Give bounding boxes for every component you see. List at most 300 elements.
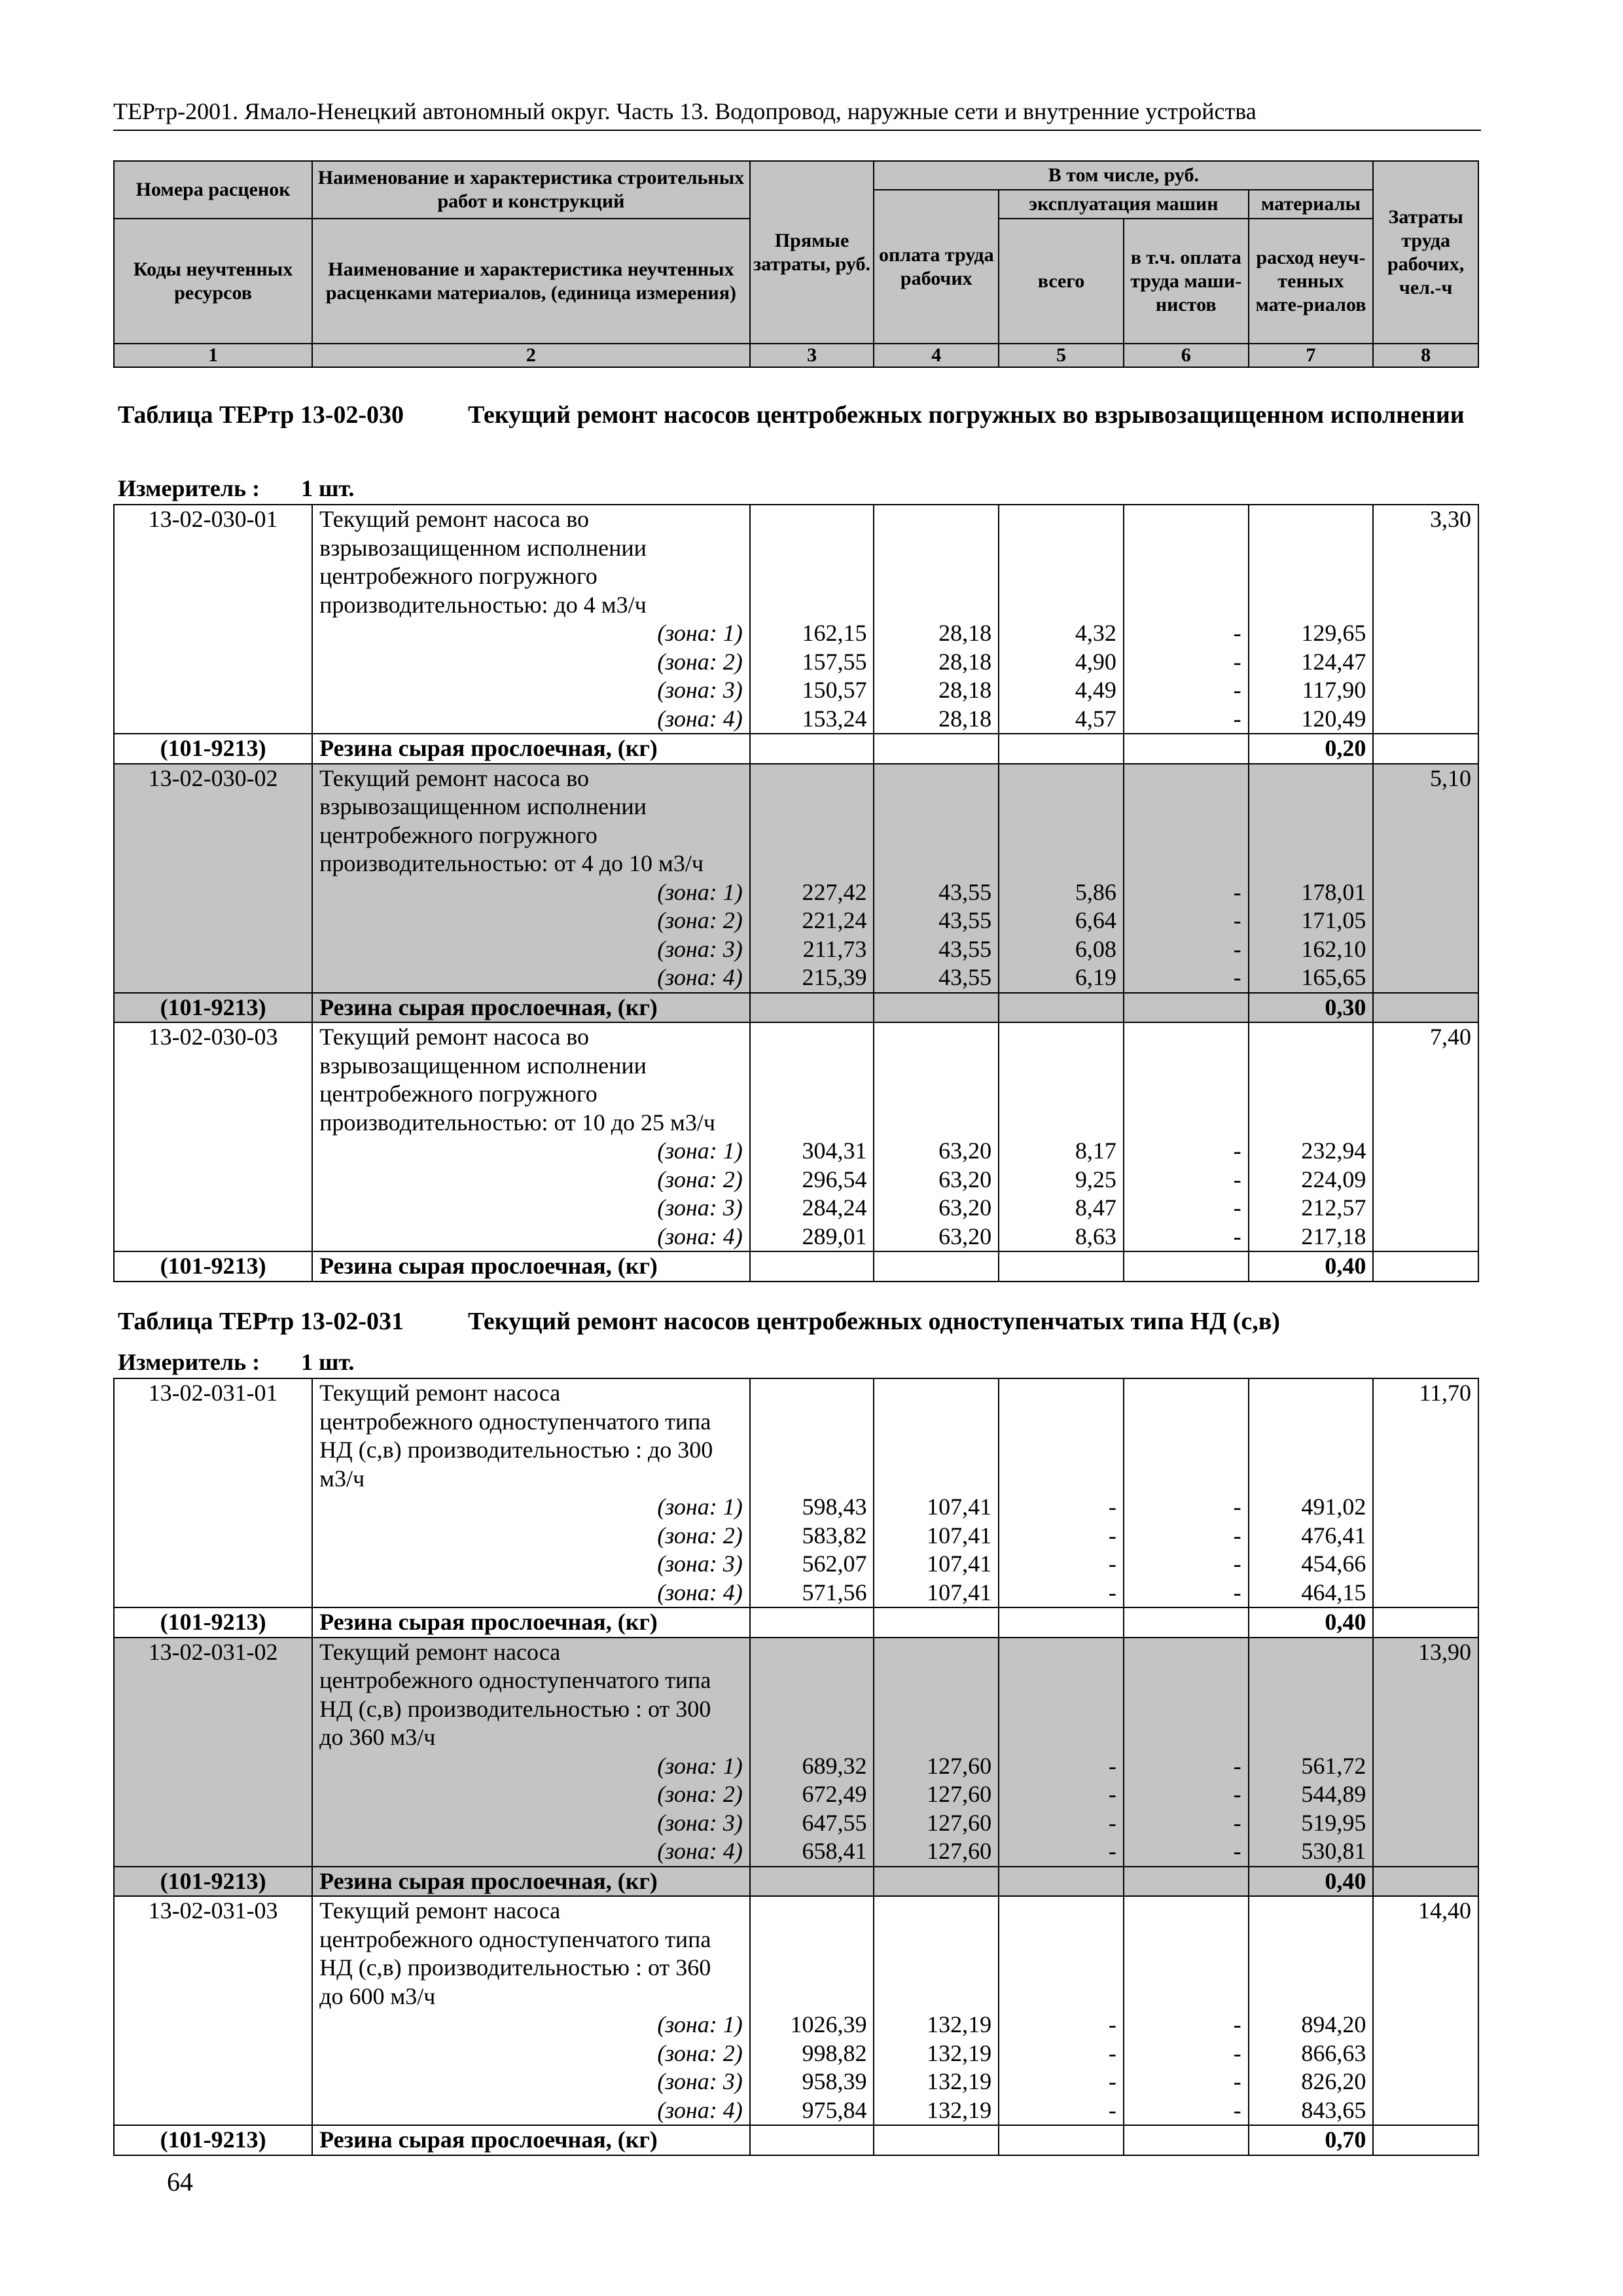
- spacer: [1256, 1379, 1366, 1493]
- empty-cell: [1373, 1251, 1478, 1282]
- materials-cost: 178,01: [1301, 878, 1366, 905]
- spacer: [757, 1379, 867, 1493]
- direct-costs-cell: [750, 1378, 874, 1607]
- labor-costs: 3,30: [1373, 505, 1478, 734]
- materials-cost: 232,94: [1301, 1138, 1366, 1164]
- direct-costs: 153,24: [802, 705, 867, 732]
- wages-cell: [874, 1378, 999, 1607]
- materials-cost: 124,47: [1301, 648, 1366, 675]
- zone-label: (зона: 2): [657, 1522, 743, 1549]
- materials-cost: 129,65: [1301, 620, 1366, 646]
- table-code: Таблица ТЕРтр 13-02-031: [118, 1308, 404, 1335]
- zone-label: (зона: 2): [657, 2039, 743, 2066]
- empty-cell: [750, 993, 874, 1023]
- machines-total: 6,19: [1075, 964, 1116, 990]
- labor-costs: 14,40: [1373, 1896, 1478, 2125]
- rate-code: 13-02-030-02: [114, 764, 312, 993]
- direct-costs-cell: [750, 1022, 874, 1251]
- header-machines: эксплуатация машин: [999, 190, 1248, 219]
- materials-cost: 476,41: [1301, 1522, 1366, 1549]
- machines-total: 4,32: [1075, 620, 1116, 646]
- machines-total-cell: [999, 505, 1124, 734]
- labor-costs: 5,10: [1373, 764, 1478, 993]
- description-line: Текущий ремонт насоса: [319, 1897, 561, 1924]
- direct-costs: 689,32: [802, 1752, 867, 1779]
- description-line: центробежного одноступенчатого типа: [319, 1408, 711, 1435]
- zone-label: (зона: 4): [657, 2096, 743, 2123]
- spacer: [1131, 1023, 1241, 1137]
- spacer: [1006, 1638, 1116, 1752]
- operators-wages-cell: [1124, 1022, 1249, 1251]
- meter-unit: 1 шт.: [301, 475, 355, 501]
- empty-cell: [874, 734, 999, 764]
- direct-costs: 211,73: [802, 935, 867, 962]
- direct-costs-cell: [750, 764, 874, 993]
- machines-total: 6,64: [1075, 907, 1116, 933]
- materials-cost-cell: [1249, 1022, 1374, 1251]
- empty-cell: [1373, 1867, 1478, 1897]
- empty-cell: [750, 1607, 874, 1638]
- wages-cell: [874, 764, 999, 993]
- meter-label: Измеритель :: [118, 475, 260, 501]
- operators-wages: -: [1233, 935, 1241, 962]
- machines-total-cell: [999, 1378, 1124, 1607]
- material-name: Резина сырая прослоечная, (кг): [312, 1607, 750, 1638]
- rate-description: [312, 1022, 750, 1251]
- rate-description: [312, 1896, 750, 2125]
- materials-cost: 530,81: [1301, 1838, 1366, 1864]
- operators-wages: -: [1233, 677, 1241, 703]
- wages: 28,18: [938, 648, 992, 675]
- zone-label: (зона: 1): [657, 1494, 743, 1520]
- header-direct-costs: Прямые затраты, руб.: [750, 161, 874, 344]
- direct-costs: 215,39: [802, 964, 867, 990]
- direct-costs: 975,84: [802, 2096, 867, 2123]
- material-code: (101-9213): [114, 1607, 312, 1638]
- operators-wages: -: [1233, 2039, 1241, 2066]
- operators-wages: -: [1233, 878, 1241, 905]
- empty-cell: [1124, 993, 1249, 1023]
- empty-cell: [874, 1251, 999, 1282]
- spacer: [1256, 1638, 1366, 1752]
- zone-label: (зона: 1): [657, 878, 743, 905]
- direct-costs: 221,24: [802, 907, 867, 933]
- column-number: 1: [114, 344, 312, 367]
- wages: 127,60: [927, 1752, 992, 1779]
- machines-total: -: [1108, 1522, 1116, 1549]
- rates-table: [113, 504, 1479, 1282]
- description-line: НД (с,в) производительностью : от 300: [319, 1695, 711, 1722]
- operators-wages: -: [1233, 1166, 1241, 1193]
- zone-label: (зона: 2): [657, 648, 743, 675]
- empty-cell: [999, 2125, 1124, 2155]
- column-number: 3: [750, 344, 874, 367]
- direct-costs: 162,15: [802, 620, 867, 646]
- wages: 43,55: [938, 907, 992, 933]
- material-quantity: 0,20: [1249, 734, 1374, 764]
- description-line: Текущий ремонт насоса во: [319, 506, 590, 532]
- operators-wages: -: [1233, 2011, 1241, 2037]
- description-line: взрывозащищенном исполнении: [319, 1052, 647, 1079]
- spacer: [1006, 1023, 1116, 1137]
- header-wages: оплата труда рабочих: [874, 190, 999, 344]
- machines-total-cell: [999, 1022, 1124, 1251]
- materials-cost: 866,63: [1301, 2039, 1366, 2066]
- materials-cost: 120,49: [1301, 705, 1366, 732]
- description-line: производительностью: до 4 м3/ч: [319, 591, 647, 618]
- wages: 43,55: [938, 878, 992, 905]
- spacer: [1131, 1897, 1241, 2011]
- direct-costs: 583,82: [802, 1522, 867, 1549]
- material-name: Резина сырая прослоечная, (кг): [312, 2125, 750, 2155]
- materials-cost: 464,15: [1301, 1579, 1366, 1605]
- direct-costs: 1026,39: [790, 2011, 867, 2037]
- spacer: [881, 764, 991, 878]
- operators-wages: -: [1233, 620, 1241, 646]
- table-name: Текущий ремонт насосов центробежных погружных во взрывозащищенном исполнении: [468, 401, 1465, 429]
- meter-line: [118, 1348, 355, 1376]
- description-line: взрывозащищенном исполнении: [319, 534, 647, 561]
- material-row: [114, 1607, 1478, 1638]
- empty-cell: [999, 1251, 1124, 1282]
- machines-total: 4,57: [1075, 705, 1116, 732]
- rate-row: [114, 1896, 1478, 2125]
- header-material-consumption: расход неуч-тенных мате-риалов: [1249, 219, 1374, 344]
- materials-cost: 224,09: [1301, 1166, 1366, 1193]
- material-name: Резина сырая прослоечная, (кг): [312, 993, 750, 1023]
- machines-total: 9,25: [1075, 1166, 1116, 1193]
- description-line: НД (с,в) производительностью : от 360: [319, 1954, 711, 1981]
- empty-cell: [750, 734, 874, 764]
- operators-wages: -: [1233, 1809, 1241, 1836]
- zone-label: (зона: 1): [657, 1138, 743, 1164]
- wages: 107,41: [927, 1522, 992, 1549]
- spacer: [1131, 1638, 1241, 1752]
- page-number: 64: [167, 2167, 193, 2197]
- materials-cost-cell: [1249, 1896, 1374, 2125]
- spacer: [1256, 764, 1366, 878]
- machines-total: -: [1108, 2096, 1116, 2123]
- column-number: 2: [312, 344, 750, 367]
- spacer: [881, 505, 991, 619]
- empty-cell: [1124, 734, 1249, 764]
- material-name: Резина сырая прослоечная, (кг): [312, 1251, 750, 1282]
- machines-total: -: [1108, 1752, 1116, 1779]
- direct-costs: 150,57: [802, 677, 867, 703]
- machines-total-cell: [999, 764, 1124, 993]
- empty-cell: [1373, 734, 1478, 764]
- wages: 63,20: [938, 1166, 992, 1193]
- direct-costs: 958,39: [802, 2068, 867, 2094]
- zone-label: (зона: 4): [657, 705, 743, 732]
- description-line: Текущий ремонт насоса во: [319, 1024, 590, 1050]
- header-rate-numbers: Номера расценок: [114, 161, 312, 219]
- machines-total: -: [1108, 1579, 1116, 1605]
- materials-cost: 165,65: [1301, 964, 1366, 990]
- material-quantity: 0,40: [1249, 1867, 1374, 1897]
- header-including: В том числе, руб.: [874, 161, 1373, 190]
- description-line: м3/ч: [319, 1465, 365, 1492]
- materials-cost-cell: [1249, 764, 1374, 993]
- material-name: Резина сырая прослоечная, (кг): [312, 734, 750, 764]
- operators-wages: -: [1233, 1194, 1241, 1221]
- empty-cell: [874, 1607, 999, 1638]
- spacer: [1131, 1379, 1241, 1493]
- materials-cost: 826,20: [1301, 2068, 1366, 2094]
- spacer: [1256, 1023, 1366, 1137]
- direct-costs: 598,43: [802, 1494, 867, 1520]
- direct-costs: 304,31: [802, 1138, 867, 1164]
- running-header: ТЕРтр-2001. Ямало-Ненецкий автономный округ. Часть 13. Водопровод, наружные сети и внутренние устройства: [113, 98, 1257, 124]
- empty-cell: [999, 734, 1124, 764]
- rate-description: [312, 1638, 750, 1867]
- materials-cost: 212,57: [1301, 1194, 1366, 1221]
- operators-wages: -: [1233, 1752, 1241, 1779]
- zone-label: (зона: 2): [657, 1166, 743, 1193]
- header-labor-costs: Затраты труда рабочих, чел.-ч: [1373, 161, 1478, 344]
- wages: 107,41: [927, 1579, 992, 1605]
- rate-row: [114, 505, 1478, 734]
- rate-description: [312, 764, 750, 993]
- rate-row: [114, 764, 1478, 993]
- wages: 127,60: [927, 1838, 992, 1864]
- material-code: (101-9213): [114, 1867, 312, 1897]
- column-number: 8: [1373, 344, 1478, 367]
- labor-costs: 7,40: [1373, 1022, 1478, 1251]
- empty-cell: [1124, 1867, 1249, 1897]
- wages: 43,55: [938, 964, 992, 990]
- machines-total: 4,49: [1075, 677, 1116, 703]
- direct-costs: 998,82: [802, 2039, 867, 2066]
- operators-wages: -: [1233, 1838, 1241, 1864]
- description-line: Текущий ремонт насоса: [319, 1638, 561, 1665]
- empty-cell: [999, 1867, 1124, 1897]
- description-line: взрывозащищенном исполнении: [319, 793, 647, 819]
- machines-total: -: [1108, 2011, 1116, 2037]
- materials-cost: 561,72: [1301, 1752, 1366, 1779]
- machines-total: -: [1108, 1551, 1116, 1577]
- spacer: [757, 1023, 867, 1137]
- rate-code: 13-02-030-03: [114, 1022, 312, 1251]
- operators-wages: -: [1233, 1223, 1241, 1249]
- materials-cost-cell: [1249, 1378, 1374, 1607]
- material-code: (101-9213): [114, 734, 312, 764]
- material-quantity: 0,40: [1249, 1607, 1374, 1638]
- direct-costs-cell: [750, 1638, 874, 1867]
- zone-label: (зона: 4): [657, 1579, 743, 1605]
- header-machines-total: всего: [999, 219, 1124, 344]
- materials-cost: 454,66: [1301, 1551, 1366, 1577]
- column-header-table: [113, 160, 1479, 368]
- material-code: (101-9213): [114, 1251, 312, 1282]
- spacer: [881, 1023, 991, 1137]
- operators-wages: -: [1233, 1138, 1241, 1164]
- description-line: до 360 м3/ч: [319, 1724, 436, 1750]
- operators-wages: -: [1233, 1781, 1241, 1807]
- zone-label: (зона: 4): [657, 1223, 743, 1249]
- empty-cell: [874, 993, 999, 1023]
- zone-label: (зона: 3): [657, 1809, 743, 1836]
- spacer: [1006, 1897, 1116, 2011]
- zone-label: (зона: 3): [657, 2068, 743, 2094]
- description-line: Текущий ремонт насоса во: [319, 764, 590, 791]
- rate-row: [114, 1378, 1478, 1607]
- zone-label: (зона: 2): [657, 907, 743, 933]
- wages: 28,18: [938, 677, 992, 703]
- wages: 127,60: [927, 1809, 992, 1836]
- zone-label: (зона: 3): [657, 1551, 743, 1577]
- rate-code: 13-02-031-02: [114, 1638, 312, 1867]
- material-row: [114, 2125, 1478, 2155]
- zone-label: (зона: 4): [657, 964, 743, 990]
- materials-cost-cell: [1249, 1638, 1374, 1867]
- wages: 28,18: [938, 705, 992, 732]
- materials-cost: 117,90: [1302, 677, 1366, 703]
- wages-cell: [874, 1638, 999, 1867]
- operators-wages: -: [1233, 964, 1241, 990]
- rate-code: 13-02-031-01: [114, 1378, 312, 1607]
- description-line: центробежного погружного: [319, 1081, 597, 1107]
- material-row: [114, 1867, 1478, 1897]
- operators-wages-cell: [1124, 505, 1249, 734]
- operators-wages-cell: [1124, 1378, 1249, 1607]
- operators-wages: -: [1233, 2096, 1241, 2123]
- empty-cell: [1373, 2125, 1478, 2155]
- direct-costs: 157,55: [802, 648, 867, 675]
- header-resource-codes: Коды неучтенных ресурсов: [114, 219, 312, 344]
- machines-total: -: [1108, 1494, 1116, 1520]
- empty-cell: [1373, 993, 1478, 1023]
- material-row: [114, 1251, 1478, 1282]
- materials-cost: 171,05: [1301, 907, 1366, 933]
- wages: 132,19: [927, 2039, 992, 2066]
- header-materials: материалы: [1249, 190, 1374, 219]
- operators-wages-cell: [1124, 1896, 1249, 2125]
- operators-wages: -: [1233, 705, 1241, 732]
- operators-wages: -: [1233, 1522, 1241, 1549]
- machines-total-cell: [999, 1896, 1124, 2125]
- spacer: [757, 505, 867, 619]
- rate-code: 13-02-031-03: [114, 1896, 312, 2125]
- spacer: [1006, 505, 1116, 619]
- wages: 107,41: [927, 1551, 992, 1577]
- meter-unit: 1 шт.: [301, 1349, 355, 1375]
- spacer: [757, 1638, 867, 1752]
- machines-total: 4,90: [1075, 648, 1116, 675]
- spacer: [881, 1897, 991, 2011]
- empty-cell: [1124, 1607, 1249, 1638]
- zone-label: (зона: 1): [657, 620, 743, 646]
- material-row: [114, 993, 1478, 1023]
- labor-costs: 13,90: [1373, 1638, 1478, 1867]
- spacer: [1256, 505, 1366, 619]
- machines-total: -: [1108, 1809, 1116, 1836]
- description-line: центробежного погружного: [319, 821, 597, 848]
- header-work-name: Наименование и характеристика строительных работ и конструкций: [312, 161, 750, 219]
- zone-label: (зона: 3): [657, 677, 743, 703]
- material-quantity: 0,70: [1249, 2125, 1374, 2155]
- description-line: Текущий ремонт насоса: [319, 1380, 561, 1406]
- materials-cost: 544,89: [1301, 1781, 1366, 1807]
- rate-description: [312, 1378, 750, 1607]
- operators-wages-cell: [1124, 764, 1249, 993]
- zone-label: (зона: 3): [657, 1194, 743, 1221]
- meter-label: Измеритель :: [118, 1349, 260, 1375]
- operators-wages: -: [1233, 1579, 1241, 1605]
- material-quantity: 0,40: [1249, 1251, 1374, 1282]
- spacer: [757, 764, 867, 878]
- header-material-name: Наименование и характеристика неучтенных расценками материалов, (единица измерения): [312, 219, 750, 344]
- direct-costs: 296,54: [802, 1166, 867, 1193]
- materials-cost: 519,95: [1301, 1809, 1366, 1836]
- operators-wages: -: [1233, 1494, 1241, 1520]
- table-name: Текущий ремонт насосов центробежных одноступенчатых типа НД (с,в): [468, 1308, 1280, 1335]
- empty-cell: [999, 993, 1124, 1023]
- machines-total: -: [1108, 2039, 1116, 2066]
- wages: 43,55: [938, 935, 992, 962]
- description-line: до 600 м3/ч: [319, 1982, 436, 2009]
- operators-wages: -: [1233, 648, 1241, 675]
- materials-cost: 894,20: [1301, 2011, 1366, 2037]
- rates-table: [113, 1378, 1479, 2156]
- wages: 127,60: [927, 1781, 992, 1807]
- materials-cost: 162,10: [1301, 935, 1366, 962]
- wages-cell: [874, 505, 999, 734]
- wages: 63,20: [938, 1194, 992, 1221]
- zone-label: (зона: 1): [657, 1752, 743, 1779]
- empty-cell: [750, 1867, 874, 1897]
- wages: 132,19: [927, 2011, 992, 2037]
- direct-costs: 289,01: [802, 1223, 867, 1249]
- description-line: центробежного погружного: [319, 563, 597, 589]
- material-row: [114, 734, 1478, 764]
- operators-wages: -: [1233, 2068, 1241, 2094]
- header-rule: [113, 130, 1481, 131]
- description-line: центробежного одноступенчатого типа: [319, 1926, 711, 1952]
- wages: 63,20: [938, 1138, 992, 1164]
- header-operators-wages: в т.ч. оплата труда маши-нистов: [1124, 219, 1249, 344]
- machines-total: 8,47: [1075, 1194, 1116, 1221]
- column-number: 7: [1249, 344, 1374, 367]
- empty-cell: [999, 1607, 1124, 1638]
- meter-line: [118, 475, 355, 502]
- spacer: [1006, 1379, 1116, 1493]
- operators-wages: -: [1233, 1551, 1241, 1577]
- spacer: [1006, 764, 1116, 878]
- empty-cell: [1124, 2125, 1249, 2155]
- zone-label: (зона: 4): [657, 1838, 743, 1864]
- materials-cost: 491,02: [1301, 1494, 1366, 1520]
- labor-costs: 11,70: [1373, 1378, 1478, 1607]
- spacer: [757, 1897, 867, 2011]
- direct-costs: 658,41: [802, 1838, 867, 1864]
- machines-total: -: [1108, 1838, 1116, 1864]
- machines-total-cell: [999, 1638, 1124, 1867]
- material-quantity: 0,30: [1249, 993, 1374, 1023]
- direct-costs: 571,56: [802, 1579, 867, 1605]
- direct-costs-cell: [750, 1896, 874, 2125]
- direct-costs: 647,55: [802, 1809, 867, 1836]
- operators-wages-cell: [1124, 1638, 1249, 1867]
- rate-code: 13-02-030-01: [114, 505, 312, 734]
- materials-cost: 843,65: [1301, 2096, 1366, 2123]
- direct-costs: 672,49: [802, 1781, 867, 1807]
- description-line: центробежного одноступенчатого типа: [319, 1667, 711, 1693]
- machines-total: 8,63: [1075, 1223, 1116, 1249]
- spacer: [881, 1379, 991, 1493]
- operators-wages: -: [1233, 907, 1241, 933]
- empty-cell: [874, 2125, 999, 2155]
